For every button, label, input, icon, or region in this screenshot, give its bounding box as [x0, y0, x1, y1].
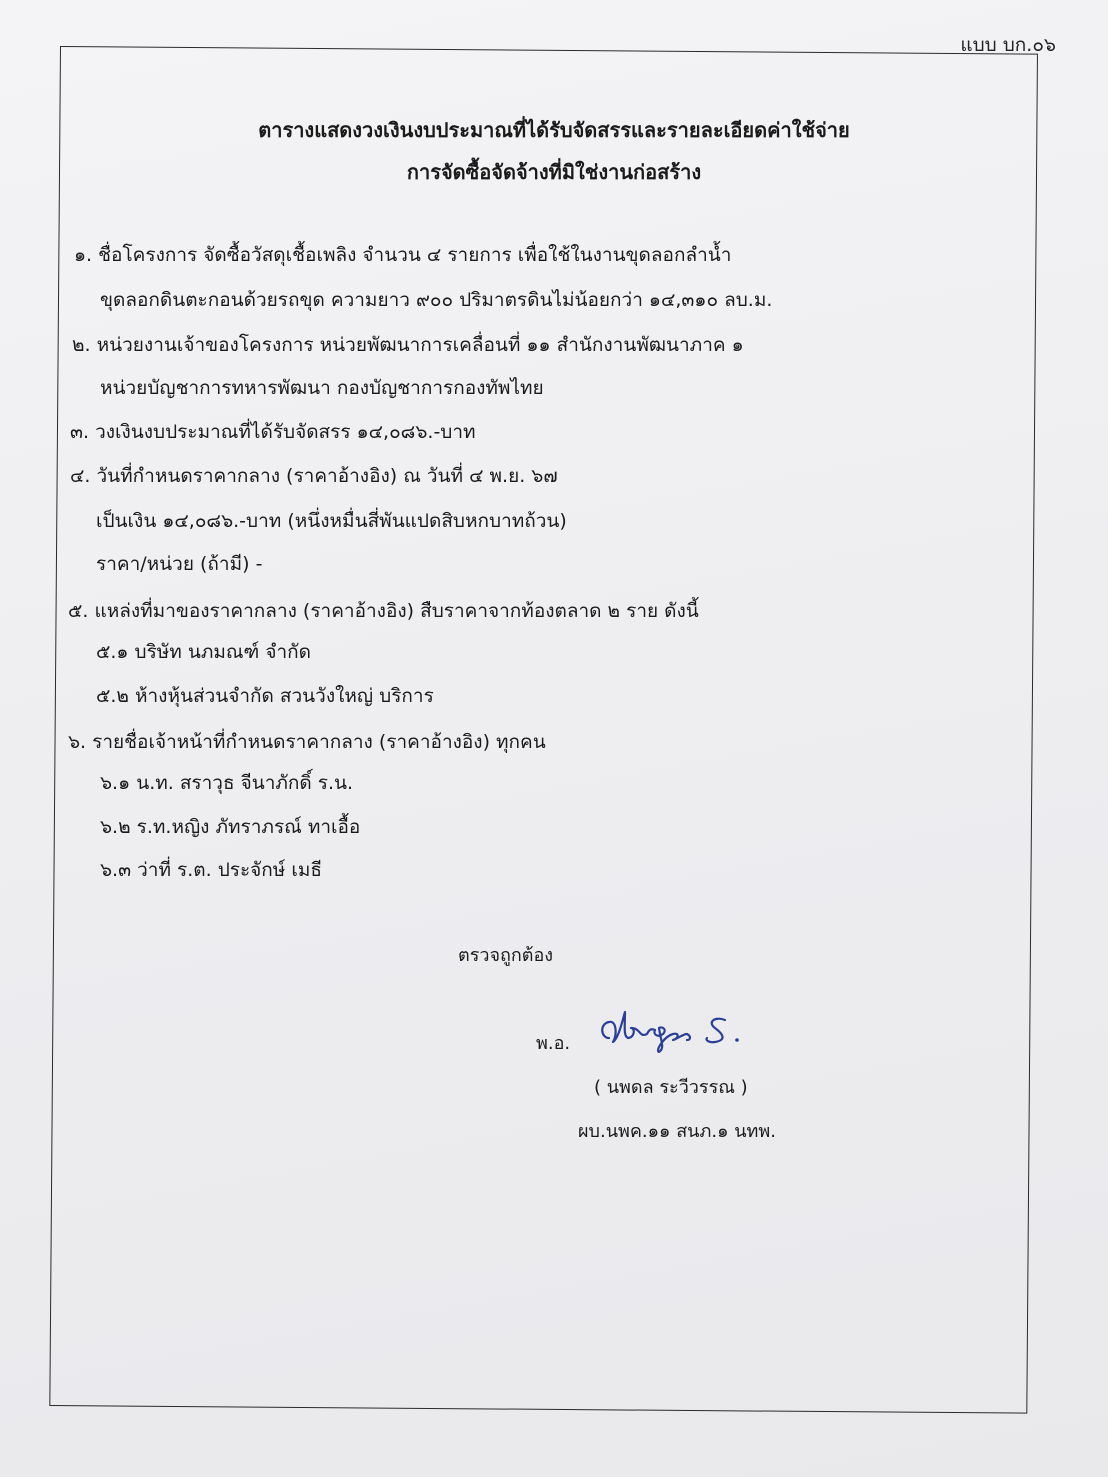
- item2-line1: ๒. หน่วยงานเจ้าของโครงการ หน่วยพัฒนาการเคลื่อนที่ ๑๑ สำนักงานพัฒนาภาค ๑: [72, 334, 744, 356]
- verified-label: ตรวจถูกต้อง: [458, 945, 554, 966]
- handwritten-signature: [595, 1008, 755, 1056]
- item6-1: ๖.๑ น.ท. สราวุธ จีนาภักดิ์ ร.น.: [100, 772, 354, 794]
- item4-line1: ๔. วันที่กำหนดราคากลาง (ราคาอ้างอิง) ณ วันที่ ๔ พ.ย. ๖๗: [70, 465, 558, 487]
- signer-name: ( นพดล ระวีวรรณ ): [594, 1077, 748, 1098]
- form-code: แบบ บก.๐๖: [960, 34, 1056, 56]
- item4-line3: ราคา/หน่วย (ถ้ามี) -: [96, 553, 263, 575]
- item5-1: ๕.๑ บริษัท นภมณฑ์ จำกัด: [96, 641, 311, 663]
- item6-2: ๖.๒ ร.ท.หญิง ภัทราภรณ์ ทาเอื้อ: [100, 816, 361, 838]
- item2-line2: หน่วยบัญชาการทหารพัฒนา กองบัญชาการกองทัพไทย: [100, 377, 544, 399]
- item5: ๕. แหล่งที่มาของราคากลาง (ราคาอ้างอิง) สืบราคาจากท้องตลาด ๒ ราย ดังนี้: [68, 600, 699, 622]
- item6: ๖. รายชื่อเจ้าหน้าที่กำหนดราคากลาง (ราคาอ้างอิง) ทุกคน: [68, 731, 546, 753]
- item6-3: ๖.๓ ว่าที่ ร.ต. ประจักษ์ เมธี: [100, 859, 322, 881]
- signer-position: ผบ.นพค.๑๑ สนภ.๑ นทพ.: [578, 1121, 776, 1142]
- document-title-line1: ตารางแสดงวงเงินงบประมาณที่ได้รับจัดสรรและรายละเอียดค่าใช้จ่าย: [258, 118, 850, 142]
- item1-line2: ขุดลอกดินตะกอนด้วยรถขุด ความยาว ๙๐๐ ปริมาตรดินไม่น้อยกว่า ๑๔,๓๑๐ ลบ.ม.: [100, 289, 773, 311]
- item3: ๓. วงเงินงบประมาณที่ได้รับจัดสรร ๑๔,๐๘๖.-บาท: [70, 421, 476, 443]
- item5-2: ๕.๒ ห้างหุ้นส่วนจำกัด สวนวังใหญ่ บริการ: [96, 685, 434, 707]
- document-title-line2: การจัดซื้อจัดจ้างที่มิใช่งานก่อสร้าง: [406, 160, 702, 184]
- item4-line2: เป็นเงิน ๑๔,๐๘๖.-บาท (หนึ่งหมื่นสี่พันแปดสิบหกบาทถ้วน): [96, 510, 567, 532]
- item1-line1: ๑. ชื่อโครงการ จัดซื้อวัสดุเชื้อเพลิง จำนวน ๔ รายการ เพื่อใช้ในงานขุดลอกลำน้ำ: [74, 244, 732, 266]
- signer-rank: พ.อ.: [536, 1033, 571, 1054]
